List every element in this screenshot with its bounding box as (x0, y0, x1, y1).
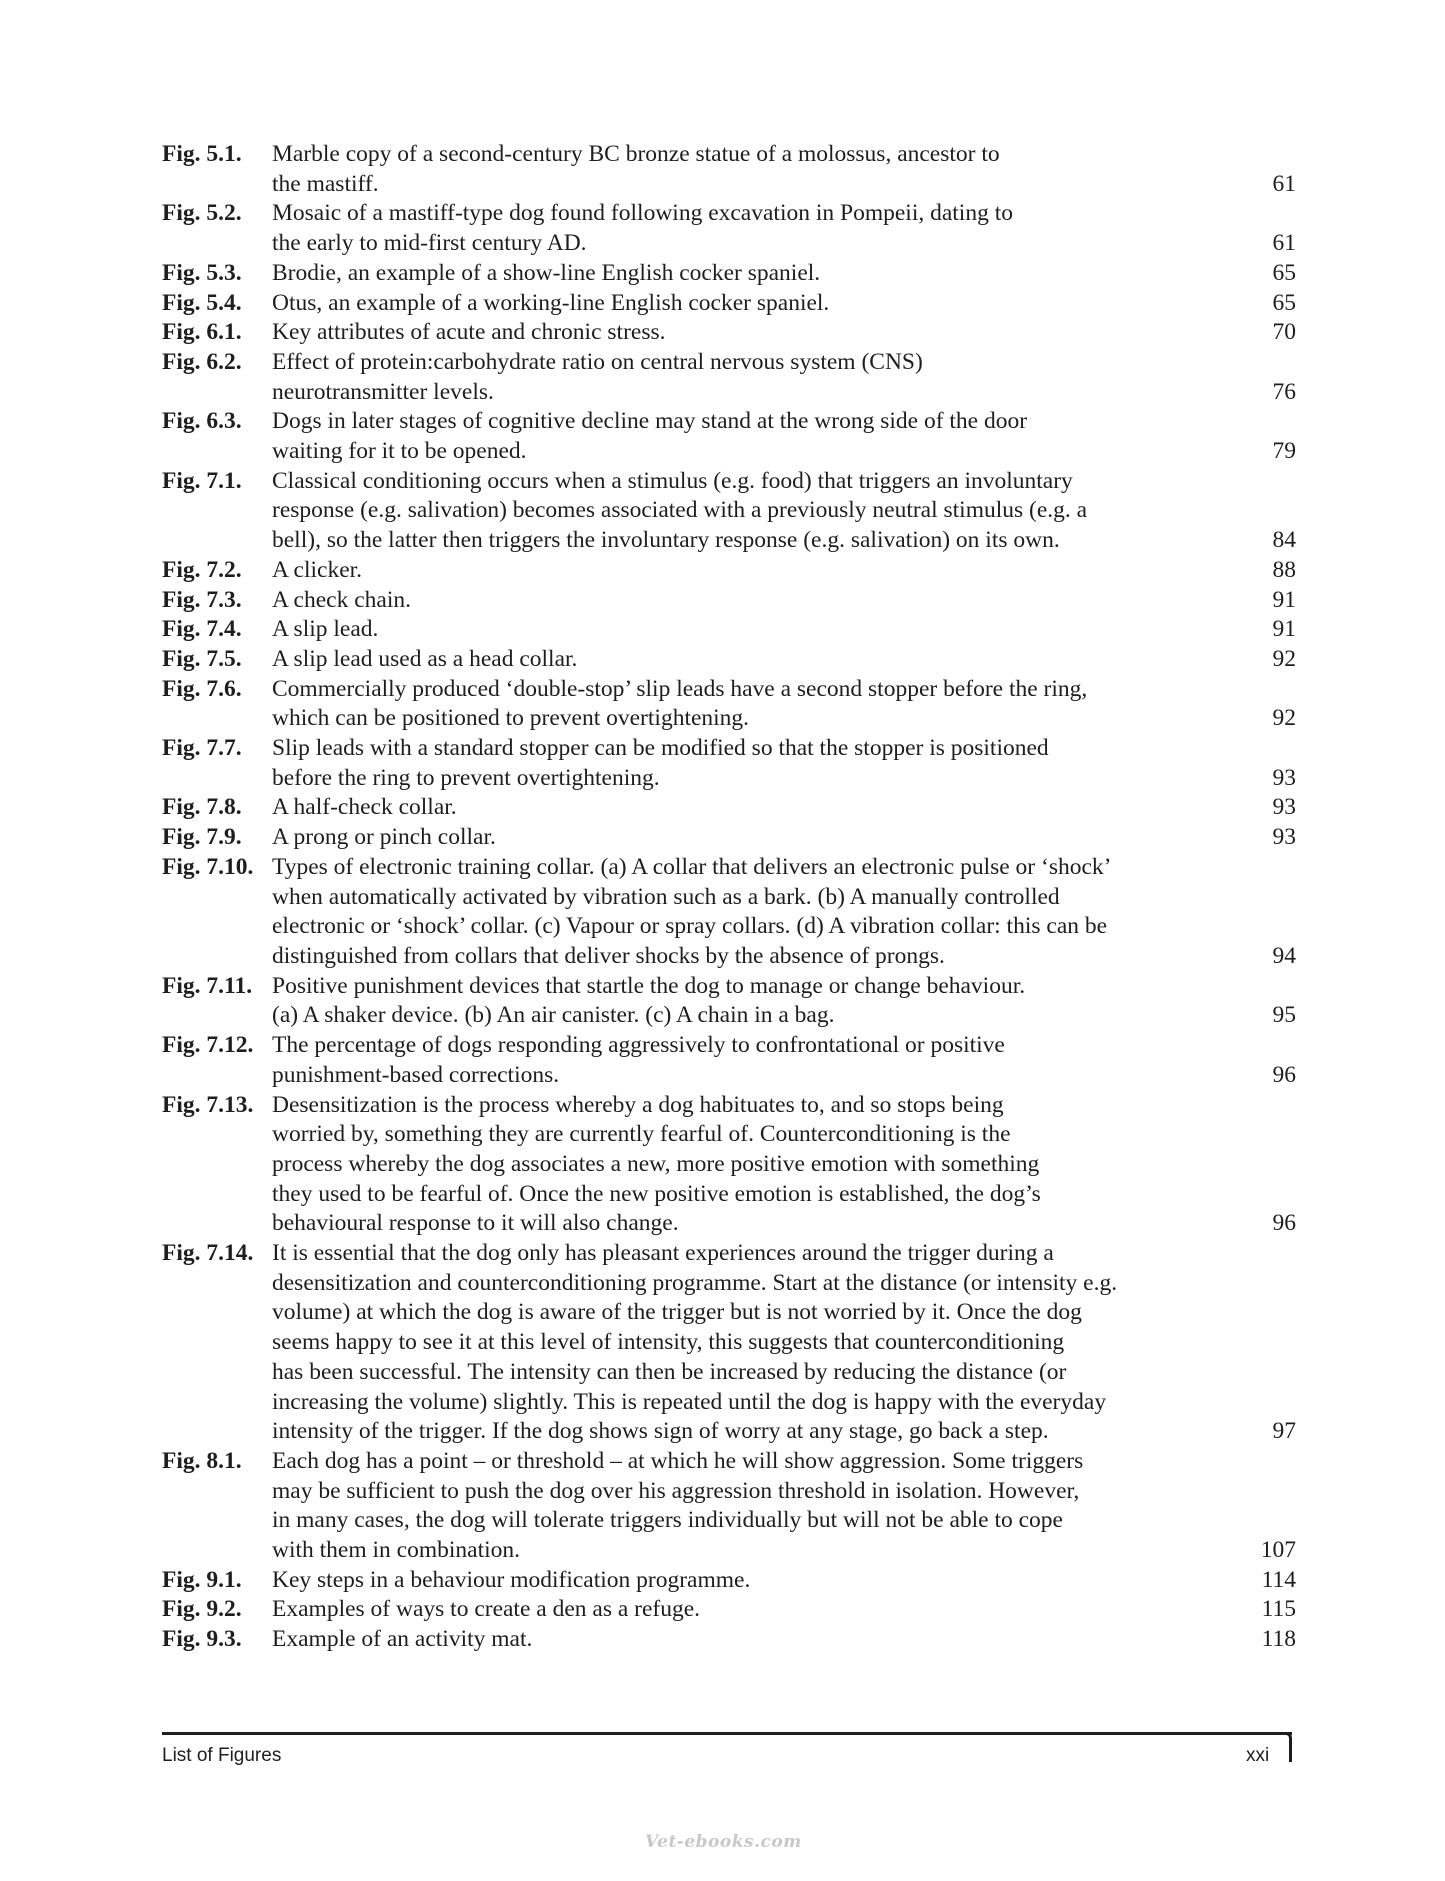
figure-page-number: 65 (1272, 259, 1296, 286)
figure-label: Fig. 7.3. (162, 586, 242, 613)
list-of-figures (162, 140, 1296, 1655)
figure-caption: Effect of protein:carbohydrate ratio on central nervous system (CNS) neurotransmitter levels. (272, 348, 923, 405)
figure-caption: The percentage of dogs responding aggressively to confrontational or positive punishment-based corrections. (272, 1032, 1005, 1088)
figure-caption: A half-check collar. (272, 794, 457, 821)
figure-label: Fig. 7.7. (162, 735, 242, 762)
figure-caption: Marble copy of a second-century BC bronze statue of a molossus, ancestor to the mastiff. (272, 141, 1000, 197)
figure-page-number: 97 (1272, 1418, 1296, 1445)
figure-page-number: 76 (1272, 378, 1296, 405)
figure-caption: Dogs in later stages of cognitive decline may stand at the wrong side of the door waiting for it to be opened. (272, 408, 1028, 465)
figure-entry (162, 734, 1296, 793)
figure-entry (162, 1566, 1296, 1596)
figure-label: Fig. 6.3. (162, 408, 242, 435)
figure-entry (162, 645, 1296, 675)
figure-label: Fig. 5.1. (162, 141, 242, 167)
figure-page-number: 84 (1272, 527, 1296, 554)
figure-caption: Types of electronic training collar. (a) A collar that delivers an electronic pulse or ‘shock’ when automatically activated by vibration such as a bark. (b) A manually controlled electronic or ‘shock’ collar. (c) Vapour or spray collars. (d) A vibration collar: this can be distinguished from collars that deliver shocks by the absence of prongs. (272, 853, 1112, 969)
figure-page-number: 114 (1261, 1566, 1296, 1593)
figure-page-number: 91 (1272, 586, 1296, 613)
figure-page-number: 61 (1272, 170, 1296, 197)
figure-label: Fig. 9.1. (162, 1566, 242, 1593)
figure-page-number: 92 (1272, 705, 1296, 732)
figure-label: Fig. 5.4. (162, 289, 242, 316)
figure-label: Fig. 5.2. (162, 200, 242, 227)
figure-page-number: 107 (1260, 1537, 1296, 1564)
figure-label: Fig. 7.5. (162, 645, 242, 672)
figure-label: Fig. 7.13. (162, 1091, 254, 1118)
figure-label: Fig. 7.8. (162, 794, 242, 821)
figure-entry (162, 1447, 1296, 1566)
figure-entry (162, 199, 1296, 258)
footer-title: List of Figures (162, 1745, 282, 1766)
figure-page-number: 92 (1272, 645, 1296, 672)
figure-label: Fig. 5.3. (162, 259, 242, 286)
figure-entry (162, 1625, 1296, 1655)
figure-page-number: 91 (1272, 616, 1296, 643)
figure-label: Fig. 7.2. (162, 556, 242, 583)
figure-entry (162, 615, 1296, 645)
figure-caption: Otus, an example of a working-line English cocker spaniel. (272, 289, 830, 316)
figure-label: Fig. 8.1. (162, 1447, 242, 1474)
figure-page-number: 96 (1272, 1210, 1296, 1237)
figure-page-number: 115 (1261, 1596, 1296, 1623)
figure-entry (162, 1091, 1296, 1240)
figure-caption: Slip leads with a standard stopper can be modified so that the stopper is positioned before the ring to prevent overtightening. (272, 735, 1049, 791)
figure-label: Fig. 7.12. (162, 1032, 254, 1059)
figure-caption: Brodie, an example of a show-line English cocker spaniel. (272, 259, 821, 286)
figure-label: Fig. 7.6. (162, 675, 242, 702)
figure-page-number: 93 (1272, 764, 1296, 791)
figure-entry (162, 1031, 1296, 1090)
figure-page-number: 79 (1272, 438, 1296, 465)
figure-entry (162, 467, 1296, 556)
figure-entry (162, 793, 1296, 823)
figure-label: Fig. 7.11. (162, 972, 253, 999)
figure-entry (162, 318, 1296, 348)
figure-page-number: 118 (1261, 1626, 1296, 1653)
figure-page-number: 88 (1272, 556, 1296, 583)
figure-caption: A prong or pinch collar. (272, 824, 496, 851)
figure-caption: It is essential that the dog only has pleasant experiences around the trigger during a desensitization and counterconditioning programme. Start at the distance (or intensity e.g. volume) at which the dog is aware of the trigger but is not worried by it. Once the dog seems happy to see it at this level of intensity, this suggests that counterconditioning has been successful. The intensity can then be increased by reducing the distance (or increasing the volume) slightly. This is repeated until the dog is happy with the everyday intensity of the trigger. If the dog shows sign of worry at any stage, go back a step. (272, 1240, 1118, 1445)
footer-rule (162, 1732, 1292, 1735)
figure-label: Fig. 9.3. (162, 1626, 242, 1653)
figure-page-number: 93 (1272, 824, 1296, 851)
figure-label: Fig. 9.2. (162, 1596, 242, 1623)
figure-caption: Positive punishment devices that startle the dog to manage or change behaviour. (a) A shaker device. (b) An air canister. (c) A chain in a bag. (272, 972, 1026, 1029)
figure-label: Fig. 6.1. (162, 319, 242, 346)
figure-caption: Example of an activity mat. (272, 1626, 533, 1653)
figure-page-number: 70 (1272, 319, 1296, 346)
figure-caption: Key steps in a behaviour modification programme. (272, 1566, 751, 1593)
figure-caption: Mosaic of a mastiff-type dog found following excavation in Pompeii, dating to the early to mid-first century AD. (272, 200, 1013, 257)
figure-caption: Classical conditioning occurs when a stimulus (e.g. food) that triggers an involuntary response (e.g. salivation) becomes associated with a previously neutral stimulus (e.g. a bell), so the latter then triggers the involuntary response (e.g. salivation) on its own. (272, 467, 1088, 554)
figure-caption: A slip lead. (272, 616, 379, 643)
figure-entry (162, 823, 1296, 853)
figure-caption: Each dog has a point – or threshold – at which he will show aggression. Some triggers may be sufficient to push the dog over his aggression threshold in isolation. However, in many cases, the dog will tolerate triggers individually but will not be able to cope with them in combination. (272, 1447, 1084, 1564)
figure-entry (162, 259, 1296, 289)
figure-entry (162, 675, 1296, 734)
figure-page-number: 95 (1272, 1002, 1296, 1029)
figure-caption: Commercially produced ‘double-stop’ slip leads have a second stopper before the ring, which can be positioned to prevent overtightening. (272, 675, 1088, 732)
figure-page-number: 96 (1272, 1061, 1296, 1088)
figure-entry (162, 407, 1296, 466)
footer-corner-mark (1286, 1732, 1292, 1762)
figure-entry (162, 853, 1296, 972)
figure-entry (162, 1239, 1296, 1447)
figure-caption: Desensitization is the process whereby a dog habituates to, and so stops being worried by, something they are currently fearful of. Counterconditioning is the process whereby the dog associates a new, more positive emotion with something they used to be fearful of. Once the new positive emotion is established, the dog’s behavioural response to it will also change. (272, 1091, 1041, 1237)
figure-entry (162, 972, 1296, 1031)
figure-caption: A check chain. (272, 586, 411, 613)
figure-label: Fig. 7.9. (162, 824, 242, 851)
figure-label: Fig. 7.4. (162, 616, 242, 643)
figure-entry (162, 140, 1296, 199)
figure-page-number: 65 (1272, 289, 1296, 316)
figure-page-number: 61 (1272, 230, 1296, 257)
figure-caption: Key attributes of acute and chronic stress. (272, 319, 666, 346)
figure-caption: A slip lead used as a head collar. (272, 645, 578, 672)
watermark: Vet-ebooks.com (645, 1832, 802, 1852)
figure-entry (162, 1595, 1296, 1625)
figure-label: Fig. 6.2. (162, 348, 242, 375)
figure-label: Fig. 7.10. (162, 853, 254, 880)
figure-page-number: 93 (1272, 794, 1296, 821)
figure-entry (162, 289, 1296, 319)
figure-entry (162, 556, 1296, 586)
footer-page-number: xxi (1246, 1745, 1270, 1766)
figure-entry (162, 348, 1296, 407)
figure-entry (162, 586, 1296, 616)
figure-caption: A clicker. (272, 556, 363, 583)
figure-label: Fig. 7.1. (162, 467, 242, 494)
figure-label: Fig. 7.14. (162, 1240, 254, 1267)
figure-page-number: 94 (1272, 942, 1296, 969)
figure-caption: Examples of ways to create a den as a refuge. (272, 1596, 701, 1623)
